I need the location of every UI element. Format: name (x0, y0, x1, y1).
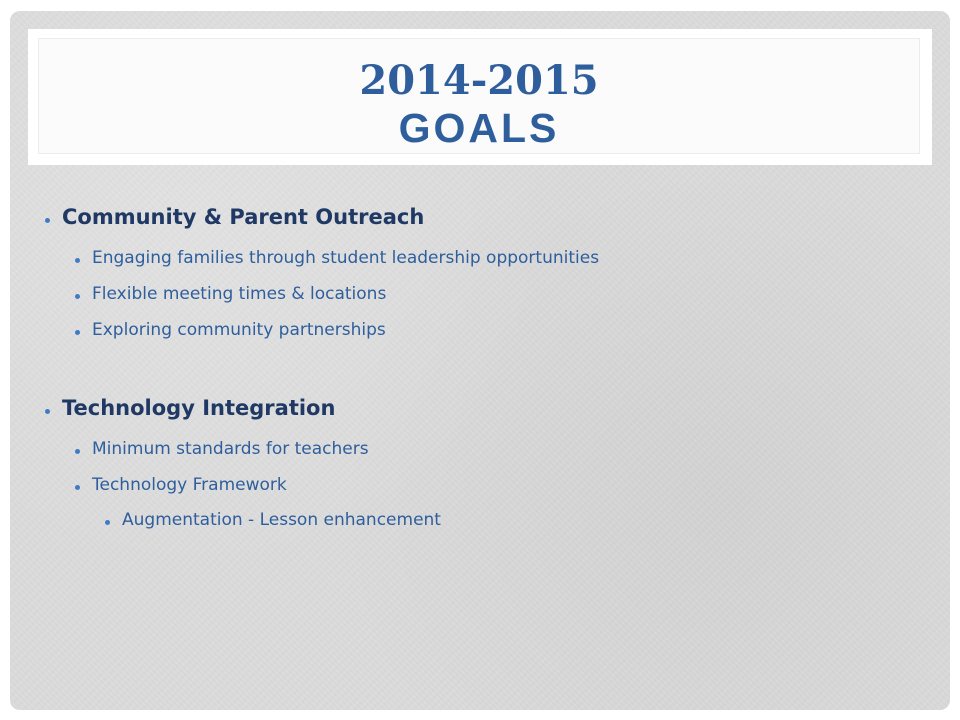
bullet-dot (105, 520, 110, 525)
bullet-dot (45, 409, 50, 414)
bullet-dot (45, 218, 50, 223)
bullet-dot (75, 330, 80, 335)
list-subitem: Augmentation - Lesson enhancement (122, 510, 441, 530)
list-item: Flexible meeting times & locations (92, 284, 387, 304)
bullet-dot (75, 449, 80, 454)
list-item: Technology Framework (92, 475, 287, 495)
section-heading-outreach: Community & Parent Outreach (62, 205, 425, 229)
bullet-dot (75, 294, 80, 299)
content-area (10, 11, 950, 710)
list-item: Minimum standards for teachers (92, 439, 369, 459)
bullet-dot (75, 485, 80, 490)
title-main: GOALS (398, 105, 560, 151)
bullet-dot (75, 258, 80, 263)
list-item: Exploring community partnerships (92, 320, 386, 340)
list-item: Engaging families through student leadership opportunities (92, 248, 600, 268)
slide (10, 11, 950, 710)
title-year: 2014-2015 (359, 57, 599, 104)
section-heading-technology: Technology Integration (62, 396, 336, 420)
